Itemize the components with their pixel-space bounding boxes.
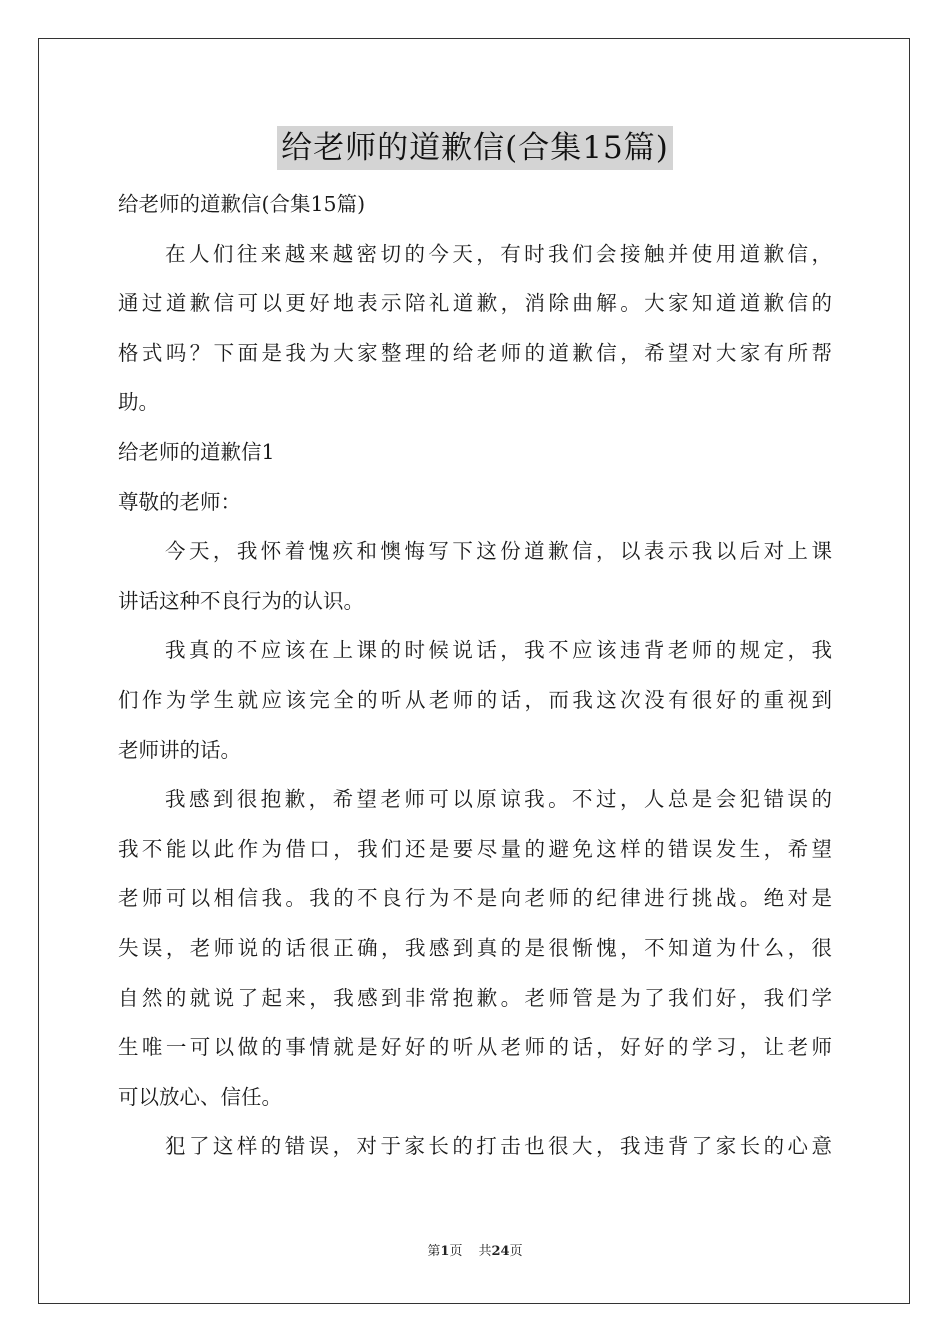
body-line: 我感到很抱歉，希望老师可以原谅我。不过，人总是会犯错误的	[165, 787, 832, 812]
body-line: 我真的不应该在上课的时候说话，我不应该违背老师的规定，我	[165, 638, 832, 663]
body-line: 格式吗？下面是我为大家整理的给老师的道歉信，希望对大家有所帮	[118, 340, 832, 365]
body-line: 生唯一可以做的事情就是好好的听从老师的话，好好的学习，让老师	[118, 1035, 832, 1060]
section-heading: 给老师的道歉信1	[118, 439, 275, 464]
body-line: 我不能以此作为借口，我们还是要尽量的避免这样的错误发生，希望	[118, 836, 832, 861]
title-container	[0, 126, 950, 170]
body-line: 通过道歉信可以更好地表示陪礼道歉，消除曲解。大家知道道歉信的	[118, 291, 832, 316]
total-prefix: 共	[478, 1244, 492, 1259]
body-line: 讲话这种不良行为的认识。	[118, 588, 364, 613]
body-line: 在人们往来越来越密切的今天，有时我们会接触并使用道歉信，	[165, 241, 832, 266]
total-suffix: 页	[509, 1244, 523, 1259]
page-footer	[0, 1240, 950, 1259]
body-line: 助。	[118, 390, 159, 415]
page-prefix: 第	[427, 1244, 441, 1259]
body-line: 可以放心、信任。	[118, 1084, 282, 1109]
body-line: 老师可以相信我。我的不良行为不是向老师的纪律进行挑战。绝对是	[118, 886, 832, 911]
document-title: 给老师的道歉信(合集15篇)	[277, 126, 673, 170]
body-line: 给老师的道歉信(合集15篇)	[118, 192, 366, 216]
document-body	[118, 180, 832, 1172]
body-line: 今天，我怀着愧疚和懊悔写下这份道歉信，以表示我以后对上课	[165, 539, 832, 564]
page-suffix: 页	[449, 1244, 463, 1259]
body-line: 自然的就说了起来，我感到非常抱歉。老师管是为了我们好，我们学	[118, 985, 832, 1010]
page-number: 1	[440, 1244, 450, 1259]
body-line: 老师讲的话。	[118, 737, 241, 762]
body-line: 们作为学生就应该完全的听从老师的话，而我这次没有很好的重视到	[118, 687, 832, 712]
body-line: 犯了这样的错误，对于家长的打击也很大，我违背了家长的心意	[165, 1134, 832, 1159]
body-line: 失误，老师说的话很正确，我感到真的是很惭愧，不知道为什么，很	[118, 935, 832, 960]
total-pages: 24	[491, 1244, 510, 1259]
salutation: 尊敬的老师：	[118, 489, 241, 514]
